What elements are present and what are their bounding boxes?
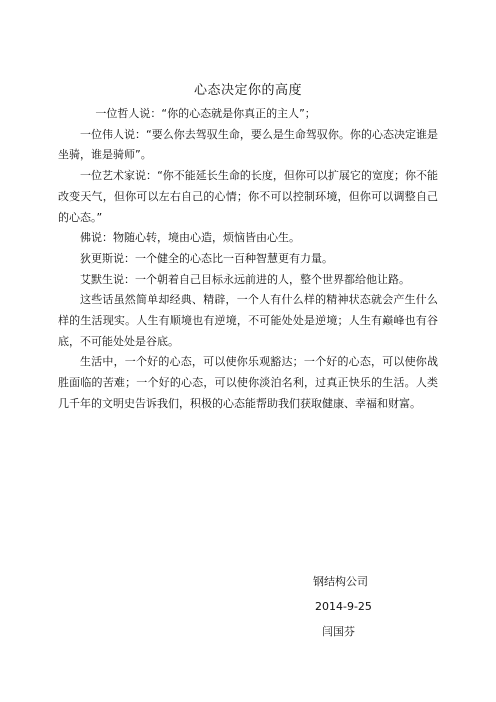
paragraph-artist-quote: 一位艺术家说：“你不能延长生命的长度，但你可以扩展它的宽度；你不能改变天气，但你可以左右自己的心情；你不可以控制环境，但你可以调整自己的心态。” <box>58 169 438 224</box>
paragraph-dickens-quote: 狄更斯说：一个健全的心态比一百种智慧更有力量。 <box>80 251 333 265</box>
signature-name: 闫国芬 <box>322 625 355 638</box>
document-title: 心态决定你的高度 <box>193 83 302 98</box>
paragraph-buddha-quote: 佛说：物随心转，境由心造，烦恼皆由心生。 <box>80 231 300 245</box>
paragraph-philosopher-quote: 一位哲人说：“你的心态就是你真正的主人”； <box>95 107 316 120</box>
paragraph-reflection: 这些话虽然简单却经典、精辟，一个人有什么样的精神状态就会产生什么样的生活现实。人生有顺境也有逆境，不可能处处是逆境；人生有巅峰也有谷底，不可能处处是谷底。 <box>58 293 438 348</box>
document-body <box>58 104 438 415</box>
signature-company: 钢结构公司 <box>313 575 368 588</box>
signature-block <box>313 569 372 644</box>
paragraph-great-man-quote: 一位伟人说：“要么你去驾驭生命，要么是生命驾驭你。你的心态决定谁是坐骑，谁是骑师”。 <box>58 127 438 162</box>
paragraph-emerson-quote: 艾默生说：一个朝着自己目标永远前进的人，整个世界都给他让路。 <box>80 272 410 286</box>
paragraph-conclusion: 生活中，一个好的心态，可以使你乐观豁达；一个好的心态，可以使你战胜面临的苦难；一个好的心态，可以使你淡泊名利，过真正快乐的生活。人类几千年的文明史告诉我们，积极的心态能帮助我们获取健康、幸福和财富。 <box>58 355 438 410</box>
signature-date: 2014-9-25 <box>315 600 372 613</box>
